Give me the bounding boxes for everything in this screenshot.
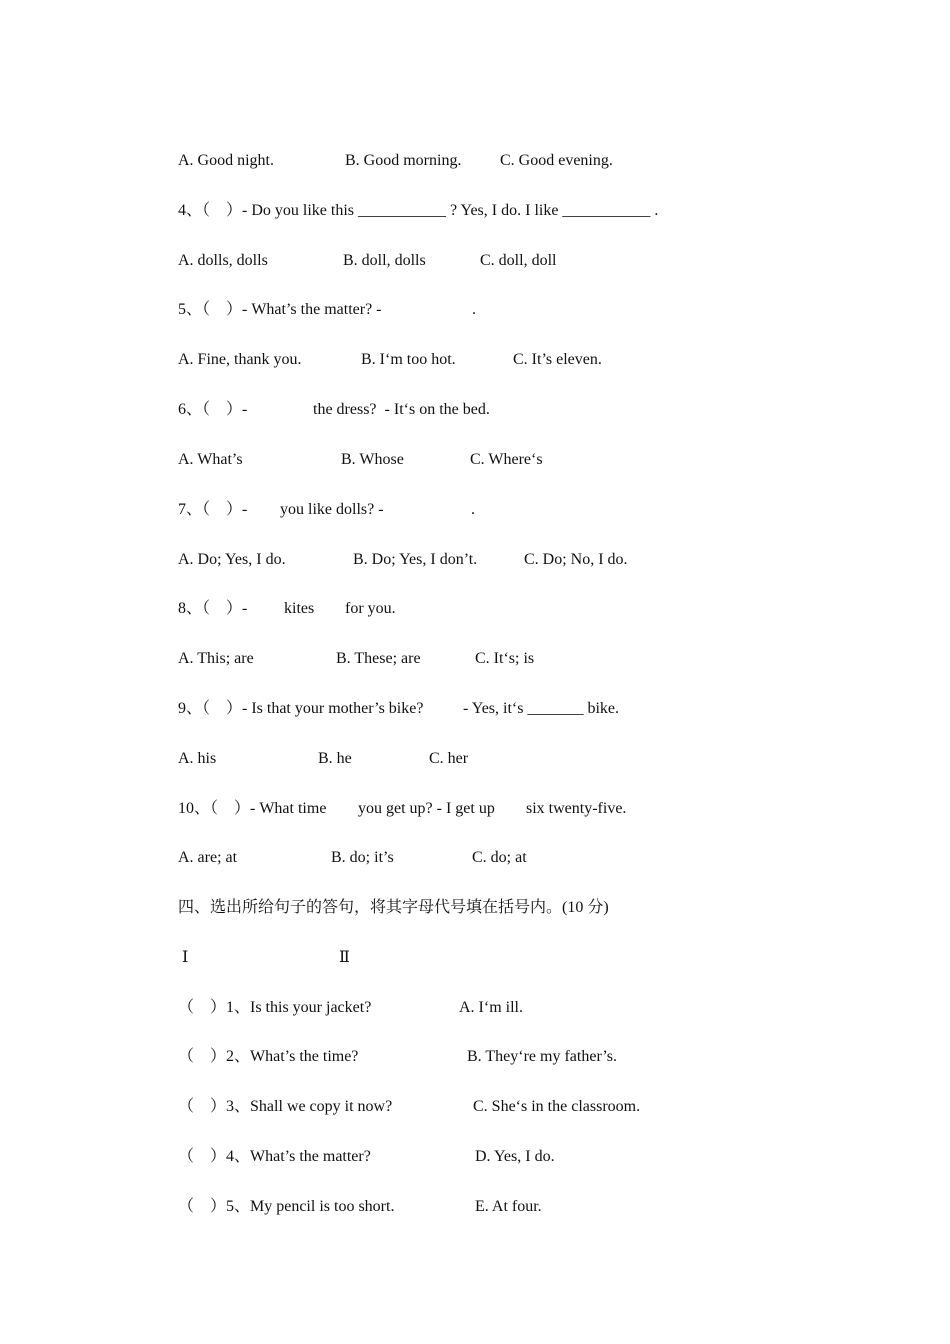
- question-text-rest: - Yes, it‘s _______ bike.: [463, 700, 620, 717]
- option-a: A. Fine, thank you.: [178, 351, 302, 368]
- line-options-q10: [0, 846, 950, 870]
- matching-answer: D. Yes, I do.: [475, 1148, 555, 1165]
- question-4: [0, 199, 950, 223]
- option-b: B. do; it’s: [331, 849, 394, 866]
- option-a: A. Good night.: [178, 152, 274, 169]
- option-b: B. Whose: [341, 451, 404, 468]
- option-c: C. Where‘s: [470, 451, 543, 468]
- matching-question: （ ）5、My pencil is too short.: [178, 1198, 395, 1215]
- matching-column-headers: [0, 946, 950, 970]
- matching-question: （ ）1、Is this your jacket?: [178, 999, 372, 1016]
- option-b: B. I‘m too hot.: [361, 351, 456, 368]
- question-text: 4、（ ）- Do you like this ___________ ? Yes, I do. I like ___________ .: [178, 202, 659, 219]
- question-text-mid: you get up? - I get up: [358, 800, 495, 817]
- option-c: C. It‘s; is: [475, 650, 535, 667]
- question-5: [0, 298, 950, 322]
- option-b: B. Do; Yes, I don’t.: [353, 551, 478, 568]
- question-7: [0, 498, 950, 522]
- option-a: A. What’s: [178, 451, 243, 468]
- option-c: C. Good evening.: [500, 152, 613, 169]
- matching-answer: E. At four.: [475, 1198, 542, 1215]
- question-text-end: .: [471, 501, 475, 518]
- line-options-q7: [0, 548, 950, 572]
- question-text: 9、（ ）- Is that your mother’s bike?: [178, 700, 424, 717]
- question-text: 8、（ ）-: [178, 600, 248, 617]
- question-text: 5、（ ）- What’s the matter? -: [178, 301, 382, 318]
- question-text-end: six twenty-five.: [526, 800, 627, 817]
- matching-row-5: [0, 1195, 950, 1219]
- question-text: 7、（ ）-: [178, 501, 248, 518]
- question-text: 6、（ ）-: [178, 401, 248, 418]
- option-c: C. do; at: [472, 849, 527, 866]
- question-6: [0, 398, 950, 422]
- column-one-label: Ⅰ: [182, 949, 189, 966]
- option-a: A. are; at: [178, 849, 238, 866]
- line-options-q8: [0, 647, 950, 671]
- question-10: [0, 797, 950, 821]
- option-b: B. These; are: [336, 650, 421, 667]
- matching-question: （ ）4、What’s the matter?: [178, 1148, 371, 1165]
- option-c: C. her: [429, 750, 469, 767]
- option-c: C. It’s eleven.: [513, 351, 602, 368]
- option-b: B. Good morning.: [345, 152, 462, 169]
- option-a: A. Do; Yes, I do.: [178, 551, 286, 568]
- option-c: C. Do; No, I do.: [524, 551, 628, 568]
- line-options-q5: [0, 348, 950, 372]
- matching-question: （ ）2、What’s the time?: [178, 1048, 359, 1065]
- option-b: B. he: [318, 750, 352, 767]
- matching-row-1: [0, 996, 950, 1020]
- section-four-heading: [0, 896, 950, 920]
- matching-question: （ ）3、Shall we copy it now?: [178, 1098, 393, 1115]
- question-text-rest: the dress? - It‘s on the bed.: [313, 401, 490, 418]
- option-a: A. dolls, dolls: [178, 252, 268, 269]
- line-options-q4: [0, 249, 950, 273]
- question-text-end: .: [472, 301, 476, 318]
- matching-row-3: [0, 1095, 950, 1119]
- question-8: [0, 597, 950, 621]
- line-options-q6: [0, 448, 950, 472]
- matching-row-2: [0, 1045, 950, 1069]
- question-text-rest: you like dolls? -: [280, 501, 384, 518]
- option-a: A. his: [178, 750, 217, 767]
- column-two-label: Ⅱ: [339, 949, 350, 966]
- line-options-q9: [0, 747, 950, 771]
- question-text-mid: kites: [284, 600, 315, 617]
- question-text-end: for you.: [345, 600, 396, 617]
- option-a: A. This; are: [178, 650, 254, 667]
- question-9: [0, 697, 950, 721]
- matching-answer: A. I‘m ill.: [459, 999, 523, 1016]
- section-title: 四、选出所给句子的答句，将其字母代号填在括号内。(10 分): [178, 899, 609, 916]
- matching-row-4: [0, 1145, 950, 1169]
- line-options-q3: [0, 149, 950, 173]
- question-text: 10、（ ）- What time: [178, 800, 327, 817]
- option-b: B. doll, dolls: [343, 252, 426, 269]
- matching-answer: C. She‘s in the classroom.: [473, 1098, 641, 1115]
- option-c: C. doll, doll: [480, 252, 557, 269]
- matching-answer: B. They‘re my father’s.: [467, 1048, 618, 1065]
